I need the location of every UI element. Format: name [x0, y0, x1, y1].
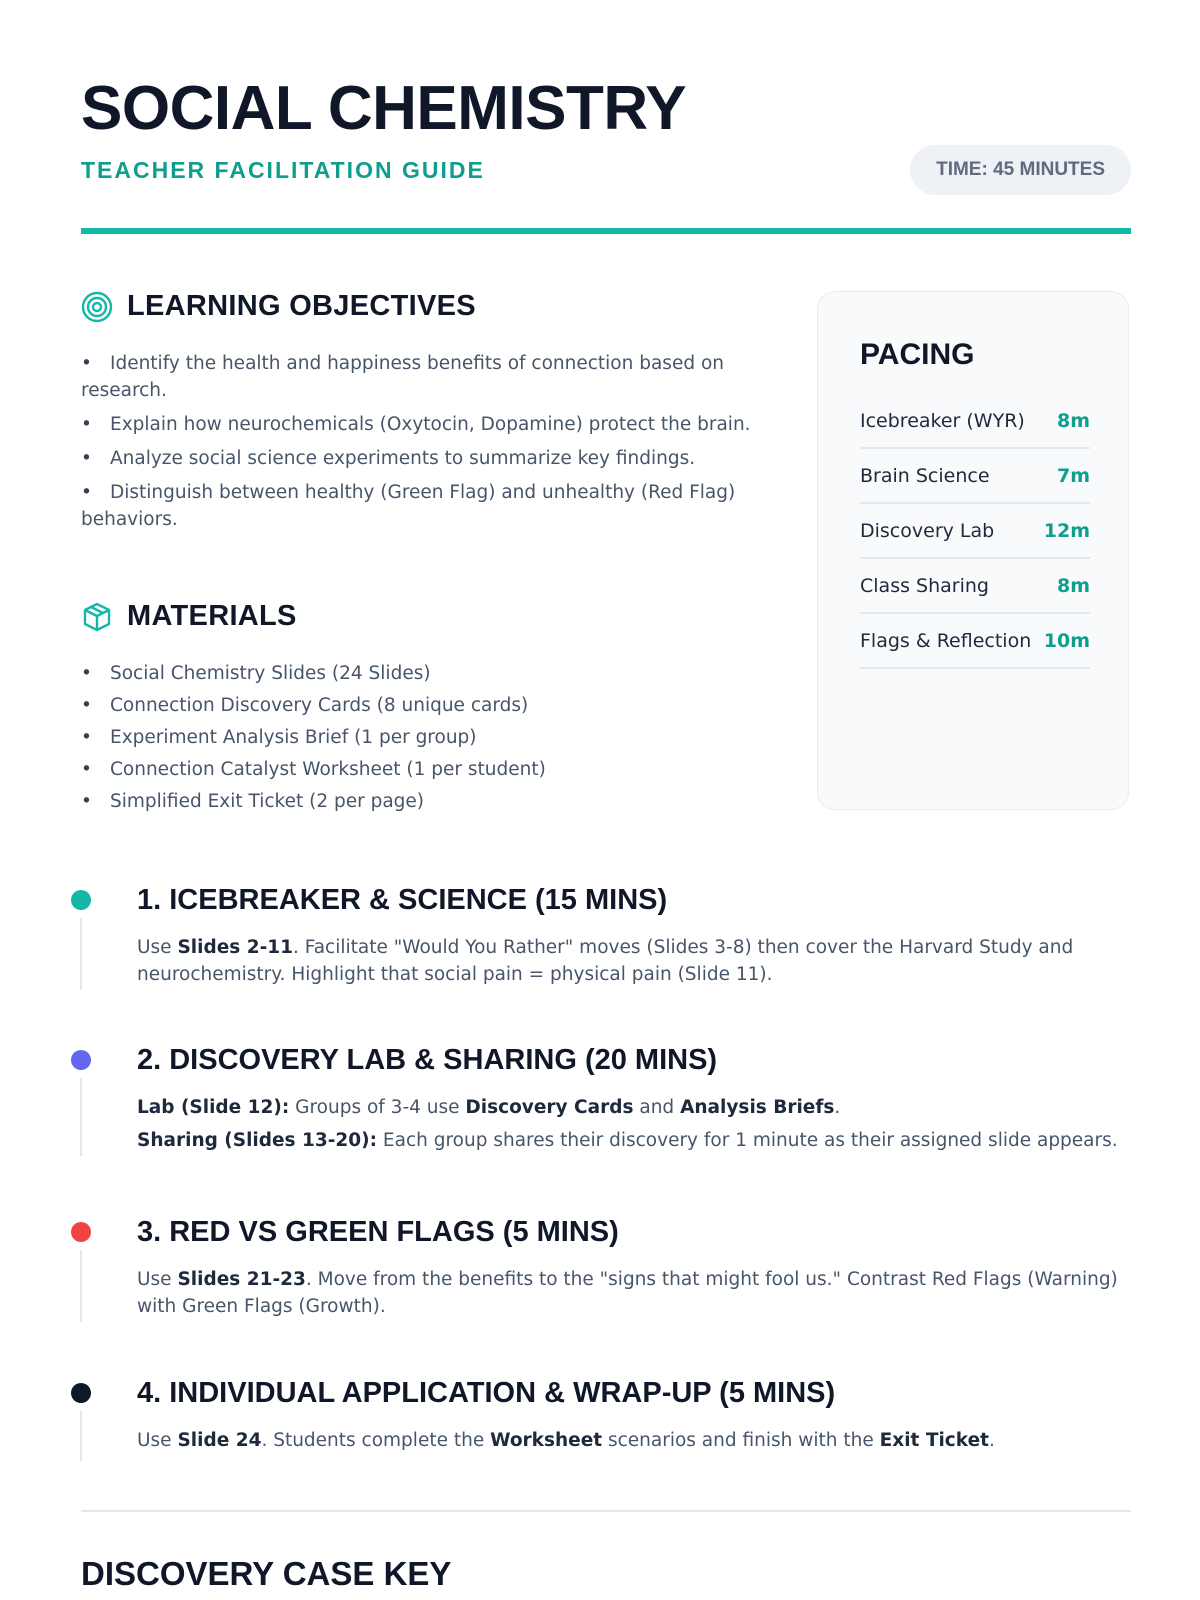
pacing-value: 8m [1056, 409, 1090, 432]
pacing-row [860, 449, 1090, 504]
list-item: • Connection Discovery Cards (8 unique cards) [81, 690, 546, 722]
pacing-title: PACING [860, 338, 975, 371]
pacing-label: Class Sharing [860, 574, 989, 597]
target-icon [81, 291, 113, 323]
step-body: Use Slide 24. Students complete the Worksheet scenarios and finish with the Exit Ticket. [137, 1430, 995, 1451]
page-subtitle: TEACHER FACILITATION GUIDE [81, 157, 485, 183]
objectives-list [81, 350, 771, 540]
pacing-row [860, 614, 1090, 669]
step-title: 2. DISCOVERY LAB & SHARING (20 MINS) [137, 1044, 718, 1076]
step-connector-line [80, 1411, 82, 1461]
list-item: • Social Chemistry Slides (24 Slides) [81, 658, 546, 690]
step-marker-dot [71, 1222, 91, 1242]
step-title: 3. RED VS GREEN FLAGS (5 MINS) [137, 1216, 619, 1248]
pacing-label: Discovery Lab [860, 519, 995, 542]
step-title: 4. INDIVIDUAL APPLICATION & WRAP-UP (5 MINS) [137, 1377, 836, 1409]
materials-heading [81, 600, 297, 633]
list-item: • Simplified Exit Ticket (2 per page) [81, 786, 546, 818]
pacing-row [860, 394, 1090, 449]
step-connector-line [80, 1250, 82, 1322]
materials-title: MATERIALS [127, 600, 297, 632]
page-title: SOCIAL CHEMISTRY [81, 74, 687, 143]
pacing-label: Icebreaker (WYR) [860, 409, 1025, 432]
section-divider [81, 1510, 1131, 1512]
step-marker-dot [71, 1050, 91, 1070]
pacing-list [860, 394, 1090, 669]
list-item: • Identify the health and happiness benefits of connection based on research. [81, 350, 771, 404]
list-item: • Analyze social science experiments to summarize key findings. [81, 445, 771, 472]
cube-icon [81, 601, 113, 633]
objectives-title: LEARNING OBJECTIVES [127, 290, 476, 322]
list-item: • Experiment Analysis Brief (1 per group) [81, 722, 546, 754]
header-divider [81, 228, 1131, 234]
list-item: • Explain how neurochemicals (Oxytocin, Dopamine) protect the brain. [81, 411, 771, 438]
pacing-label: Flags & Reflection [860, 629, 1032, 652]
step-connector-line [80, 1078, 82, 1156]
objectives-heading [81, 290, 476, 323]
pacing-value: 12m [1043, 519, 1090, 542]
step-body: Use Slides 21-23. Move from the benefits to the "signs that might fool us." Contrast Red Flags (Warning) with Green Flags (Growth). [137, 1269, 1118, 1317]
materials-list [81, 658, 546, 818]
step-title: 1. ICEBREAKER & SCIENCE (15 MINS) [137, 884, 668, 916]
time-badge: TIME: 45 MINUTES [910, 145, 1131, 195]
pacing-label: Brain Science [860, 464, 990, 487]
step-connector-line [80, 918, 82, 990]
pacing-card [817, 291, 1129, 810]
list-item: • Connection Catalyst Worksheet (1 per student) [81, 754, 546, 786]
step-marker-dot [71, 1383, 91, 1403]
pacing-row [860, 504, 1090, 559]
pacing-value: 7m [1056, 464, 1090, 487]
case-key-heading: DISCOVERY CASE KEY [81, 1555, 452, 1592]
step-body: Lab (Slide 12): Groups of 3-4 use Discovery Cards and Analysis Briefs. Sharing (Slides 13-20): Each group shares their discovery for 1 minute as their assigned slide appears. [137, 1097, 1118, 1151]
pacing-value: 8m [1056, 574, 1090, 597]
list-item: • Distinguish between healthy (Green Flag) and unhealthy (Red Flag) behaviors. [81, 479, 771, 533]
step-body: Use Slides 2-11. Facilitate "Would You Rather" moves (Slides 3-8) then cover the Harvard Study and neurochemistry. Highlight that social pain = physical pain (Slide 11). [137, 937, 1074, 985]
step-marker-dot [71, 890, 91, 910]
pacing-value: 10m [1043, 629, 1090, 652]
pacing-row [860, 559, 1090, 614]
